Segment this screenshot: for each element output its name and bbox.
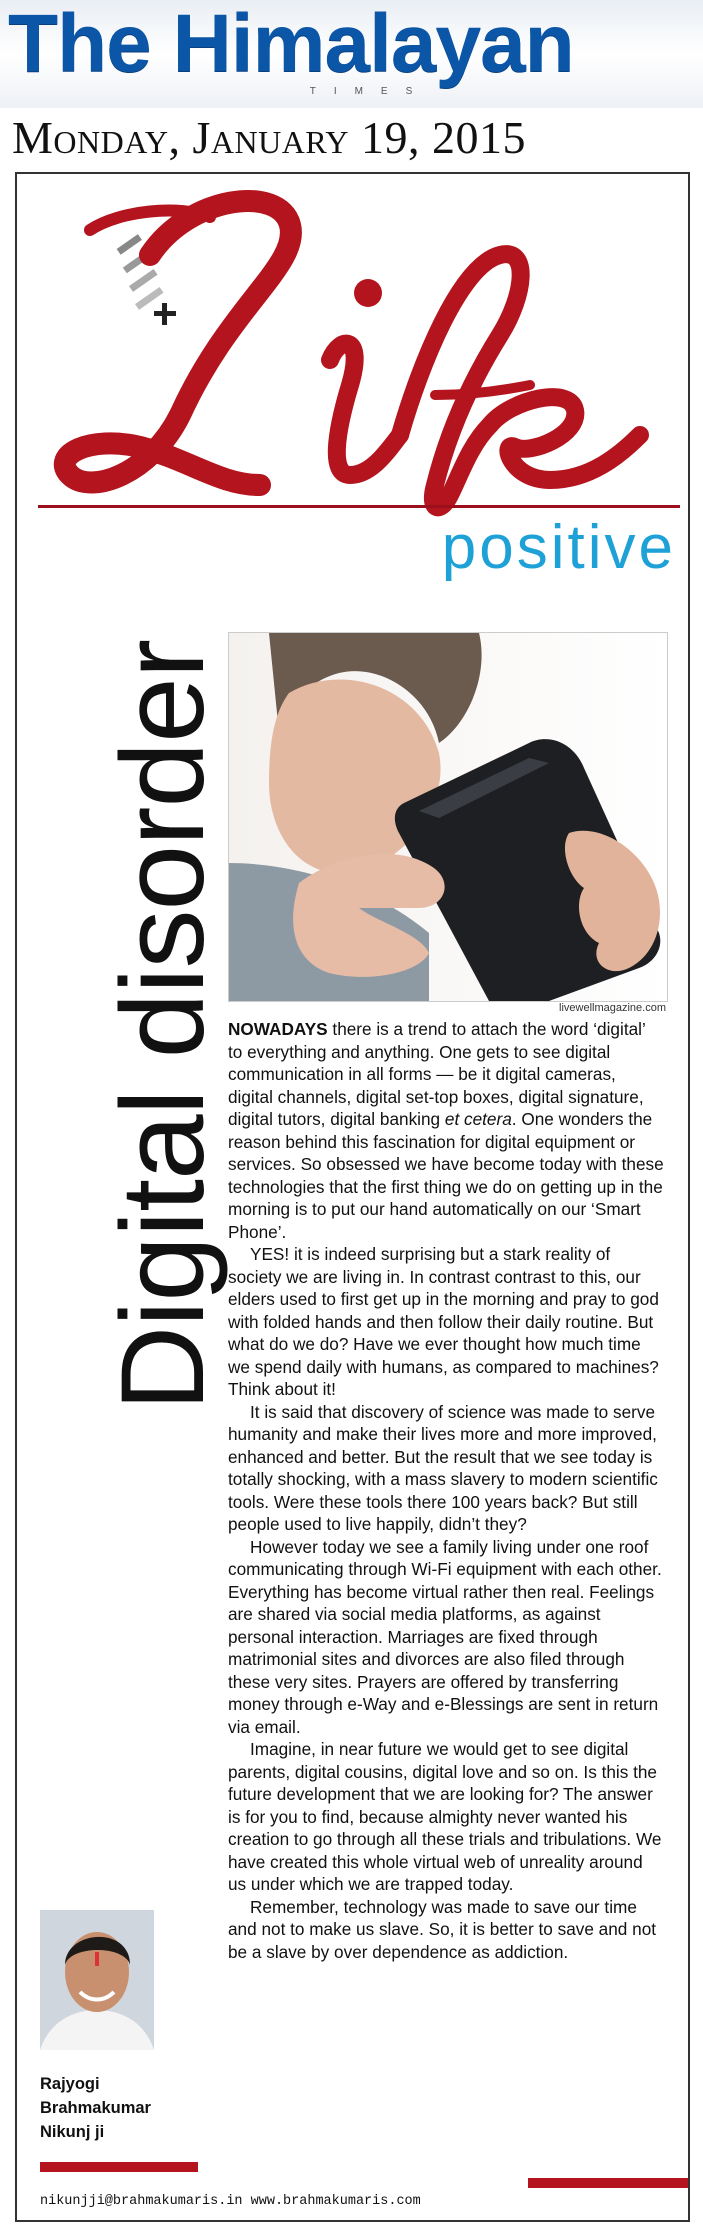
author-byline [40, 2072, 210, 2144]
issue-date: Monday, January 19, 2015 [12, 112, 527, 163]
author-portrait-image [40, 1910, 154, 2050]
author-title: Rajyogi [40, 2075, 100, 2093]
paragraph-1 [228, 1018, 664, 1243]
lead-word: NOWADAYS [228, 1019, 328, 1039]
article-headline: Digital disorder [97, 640, 229, 1411]
paragraph-1-text-b: . One wonders the reason behind this fascination for digital equipment or services. So obsessed we have become today with these technologies that the first thing we do on getting up in the morning is to put our hand automatically on our ‘Smart Phone’. [228, 1109, 664, 1242]
footer-bar-left [40, 2162, 198, 2172]
footer-contact: nikunjji@brahmakumaris.in www.brahmakumaris.com [40, 2194, 421, 2209]
paragraph-1-text-a: there is a trend to attach the word ‘digital’ to everything and anything. One gets to see digital communication in all forms — be it digital cameras, digital channels, digital set-top boxes, digital signature, digital tutors, digital banking [228, 1019, 646, 1129]
author-order: Brahmakumar [40, 2099, 151, 2117]
logo-word: Life [30, 172, 56, 189]
section-tagline: positive [441, 513, 676, 582]
paragraph-5: Imagine, in near future we would get to see digital parents, digital cousins, digital love and so on. Is this the future development that we are looking for? The answer is for you to find, because almighty never wanted his creation to go through all these trials and tribulations. We have created this whole virtual web of unreality around us under which we are trapped today. [228, 1739, 662, 1894]
paragraph-2: YES! it is indeed surprising but a stark reality of society we are living in. In contrast contrast to this, our elders used to first get up in the morning and pray to god with folded hands and then follow their daily routine. But what do we do? Have we ever thought how much time we spend daily with humans, as compared to machines? Think about it! [228, 1244, 659, 1399]
footer-bar-right [528, 2178, 688, 2188]
article-photo [228, 632, 668, 1002]
woman-with-phone-image [229, 633, 667, 1001]
headline-container [38, 640, 229, 1440]
paragraph-4: However today we see a family living under one roof communicating through Wi-Fi equipment with each other. Everything has become virtual rather then real. Feelings are shared via social media platforms, as against personal interaction. Marriages are fixed through matrimonial sites and divorces are also filed through these very sites. Prayers are offered by transferring money through e-Way and e-Blessings are sent in return via email. [228, 1536, 662, 1737]
newspaper-subtitle: TIMES [309, 86, 431, 97]
paragraph-6: Remember, technology was made to save our time and not to make us slave. So, it is better to save and not be a slave by over dependence as addiction. [228, 1896, 657, 1962]
paragraph-3: It is said that discovery of science was made to serve humanity and make their lives more and more improved, enhanced and better. But the result that we see today is totally shocking, with a mass slavery to modern scientific tools. Were these tools there 100 years back? But still people used to live happily, didn’t they? [228, 1401, 658, 1534]
paragraph-1-emphasis: et cetera [444, 1109, 512, 1129]
photo-credit: livewellmagazine.com [559, 1002, 666, 1014]
newspaper-title: The Himalayan [8, 0, 574, 89]
life-logo [30, 172, 680, 535]
masthead [0, 0, 703, 108]
article-body [228, 1018, 664, 2143]
author-photo [40, 1910, 154, 2050]
author-name: Nikunj ji [40, 2123, 105, 2141]
